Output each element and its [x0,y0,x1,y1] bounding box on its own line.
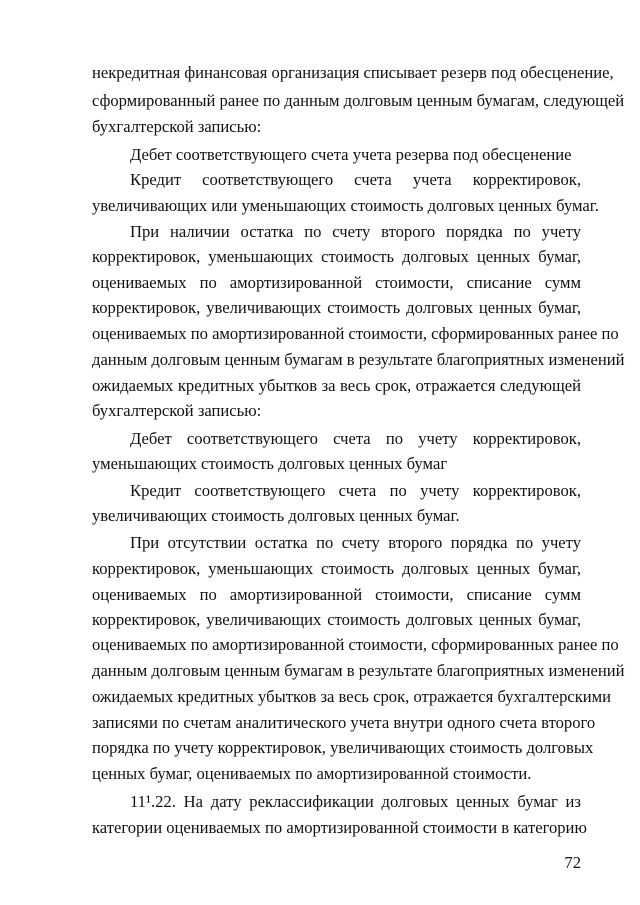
text-line: корректировок, увеличивающих стоимость долговых ценных бумаг, [92,298,581,317]
text-line: 11¹.22. На дату реклассификации долговых ценных бумаг из [130,792,581,811]
text-line: ожидаемых кредитных убытков за весь срок, отражается следующей [92,376,581,395]
text-line: увеличивающих или уменьшающих стоимость долговых ценных бумаг. [92,196,599,215]
text-line: оцениваемых по амортизированной стоимости, списание сумм [92,273,581,292]
text-line: бухгалтерской записью: [92,401,262,420]
text-line: ценных бумаг, оцениваемых по амортизированной стоимости. [92,764,532,783]
text-line: оцениваемых по амортизированной стоимости, сформированных ранее по [92,324,619,343]
text-line: Кредит соответствующего счета учета корректировок, [130,170,581,189]
text-line: При наличии остатка по счету второго порядка по учету [130,222,581,241]
text-line: данным долговым ценным бумагам в результате благоприятных изменений [92,661,625,680]
page-number: 72 [564,853,581,872]
text-line: корректировок, уменьшающих стоимость долговых ценных бумаг, [92,247,581,266]
text-line: категории оцениваемых по амортизированной стоимости в категорию [92,818,587,837]
text-line: корректировок, уменьшающих стоимость долговых ценных бумаг, [92,559,581,578]
text-line: оцениваемых по амортизированной стоимости, списание сумм [92,585,581,604]
text-line: порядка по учету корректировок, увеличивающих стоимость долговых [92,738,594,757]
text-line: ожидаемых кредитных убытков за весь срок, отражается бухгалтерскими [92,687,612,706]
text-line: сформированный ранее по данным долговым ценным бумагам, следующей [92,91,625,110]
text-line: бухгалтерской записью: [92,117,262,136]
text-line: некредитная финансовая организация списывает резерв под обесценение, [92,63,614,82]
text-line: записями по счетам аналитического учета внутри одного счета второго [92,713,596,732]
text-line: уменьшающих стоимость долговых ценных бумаг [92,454,448,473]
text-line: При отсутствии остатка по счету второго порядка по учету [130,533,581,552]
text-line: оцениваемых по амортизированной стоимости, сформированных ранее по [92,635,619,654]
text-line: данным долговым ценным бумагам в результате благоприятных изменений [92,350,625,369]
text-line: увеличивающих стоимость долговых ценных бумаг. [92,506,460,525]
text-line: Дебет соответствующего счета по учету корректировок, [130,429,581,448]
text-line: Дебет соответствующего счета учета резерва под обесценение [130,145,572,164]
text-line: корректировок, увеличивающих стоимость долговых ценных бумаг, [92,610,581,629]
text-line: Кредит соответствующего счета по учету корректировок, [130,481,581,500]
